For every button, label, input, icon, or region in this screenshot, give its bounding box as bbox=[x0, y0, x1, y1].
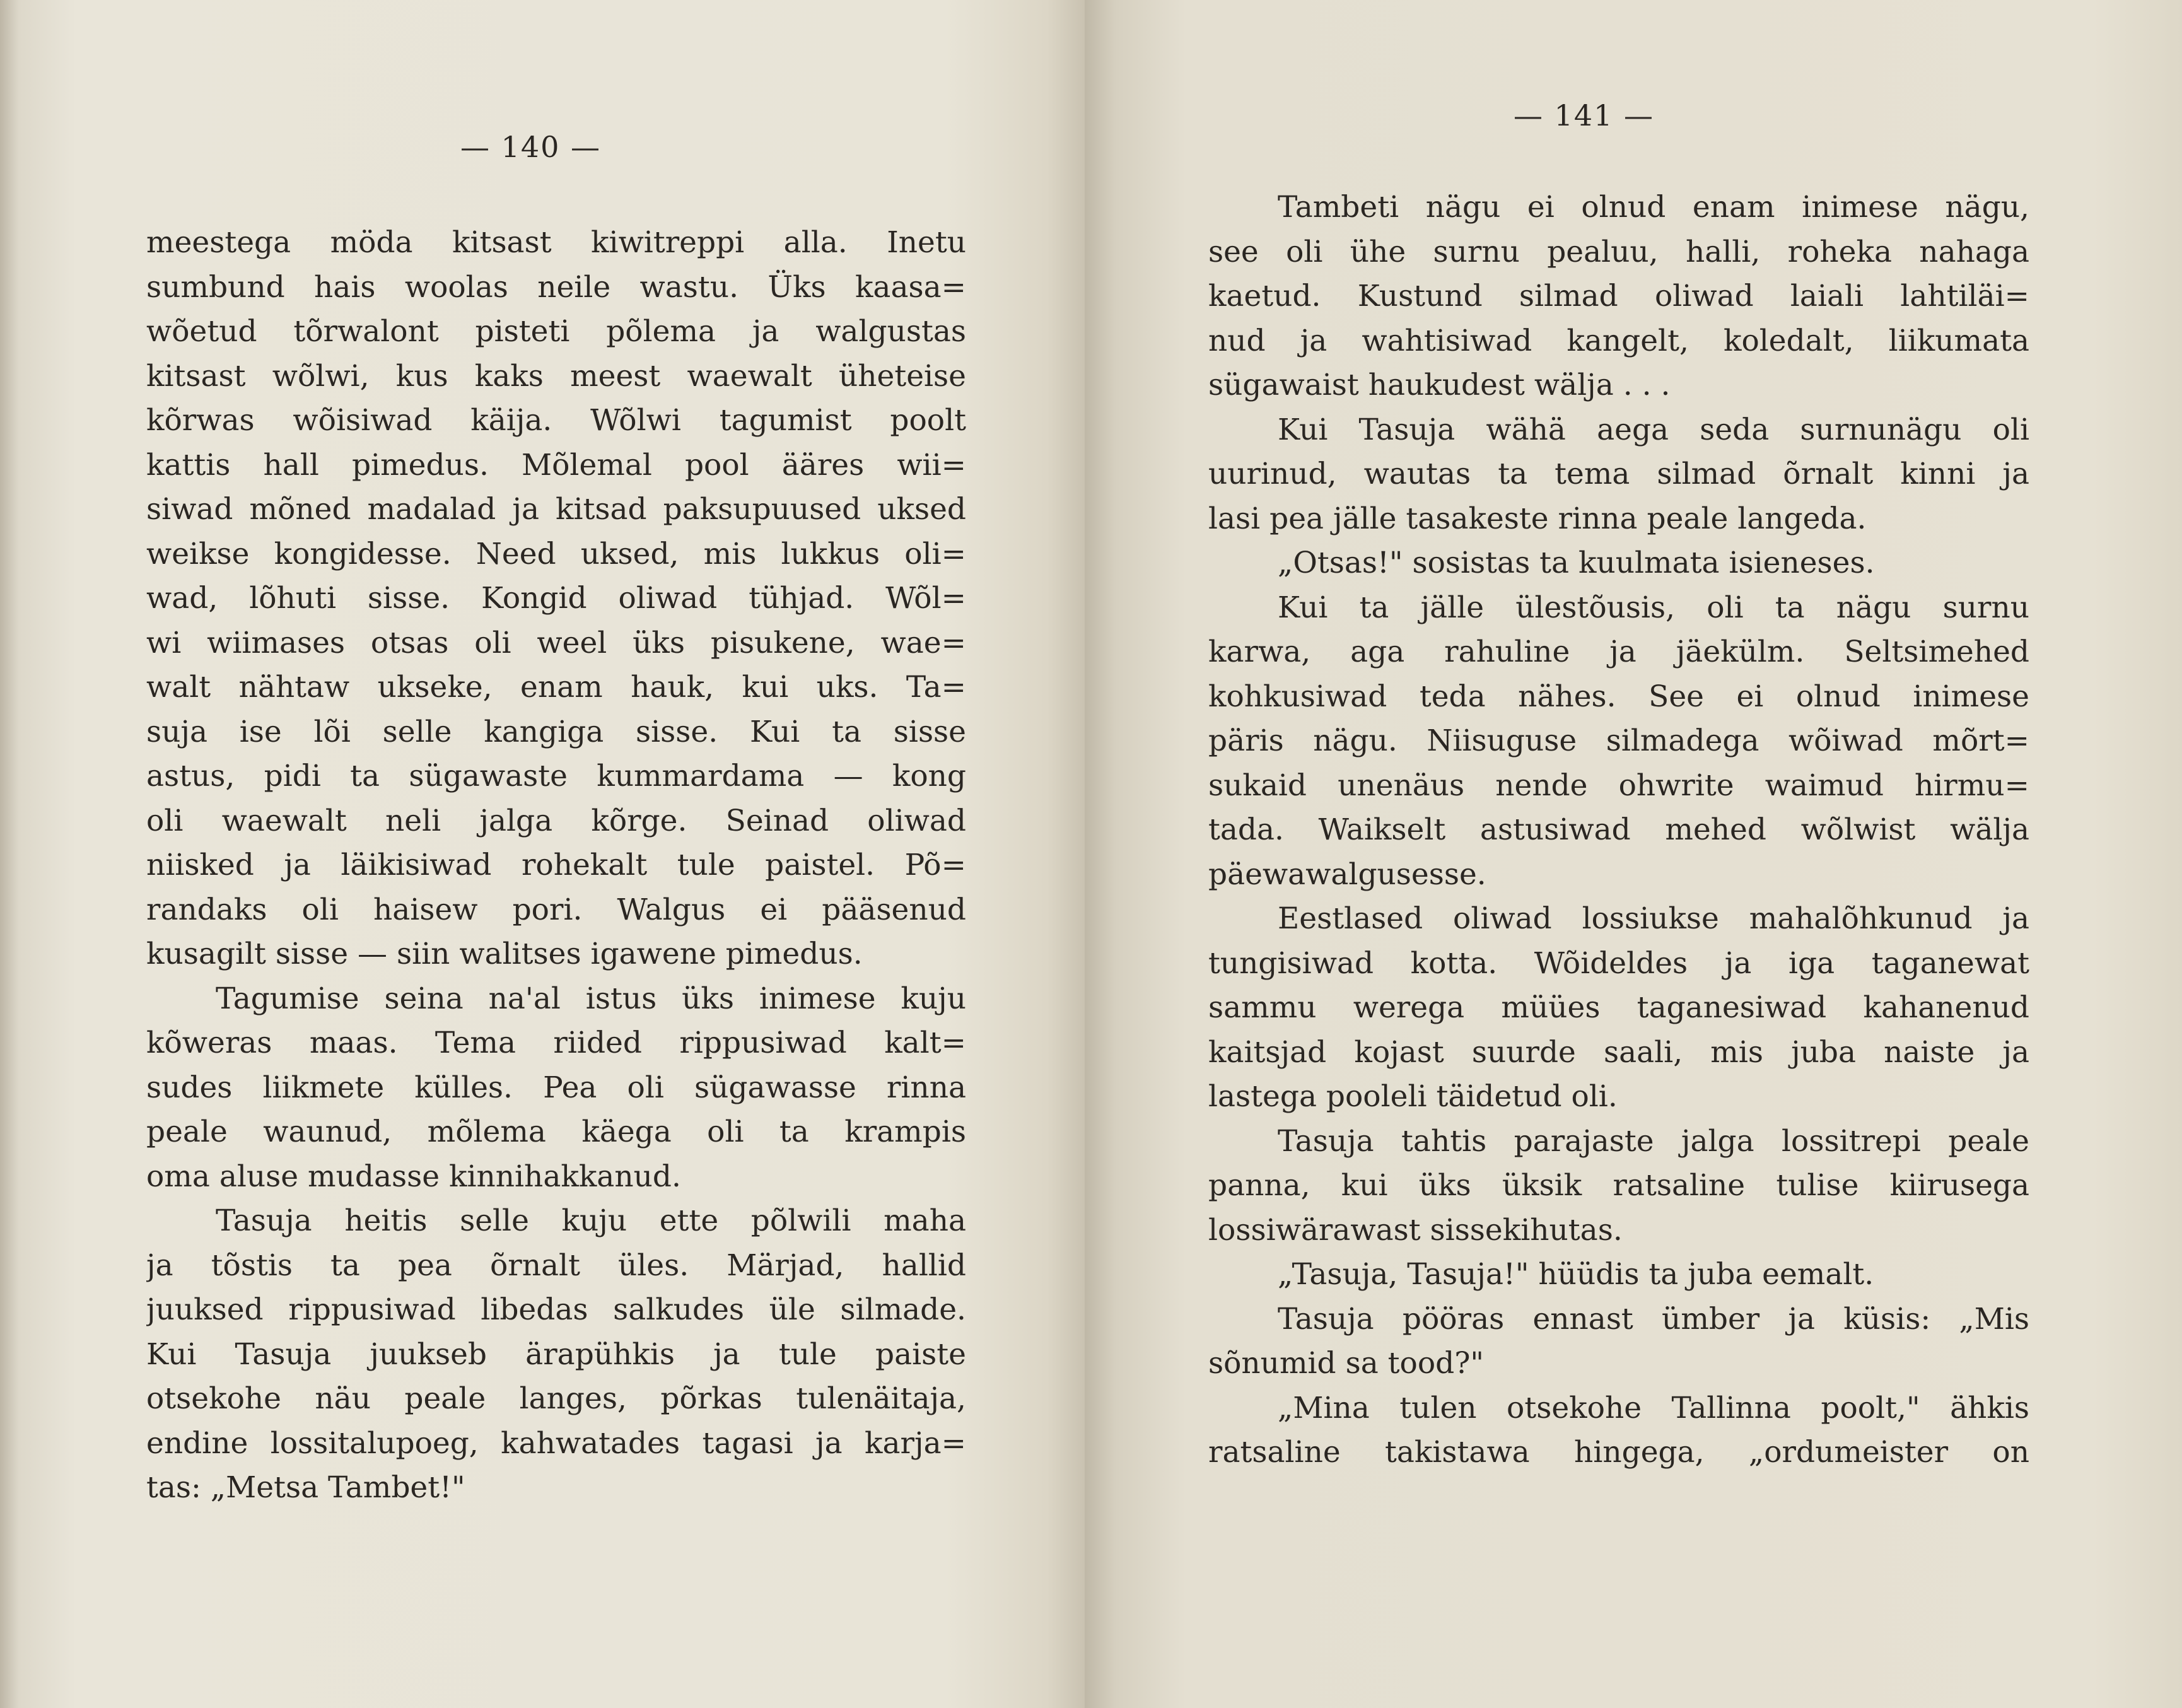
text-line: astus, pidi ta sügawaste kummardama — kong bbox=[146, 759, 966, 793]
text-line: randaks oli haisew pori. Walgus ei pääsenud bbox=[146, 892, 966, 927]
text-line: lasi pea jälle tasakeste rinna peale langeda. bbox=[1208, 501, 1867, 536]
text-line: Tasuja tahtis parajaste jalga lossitrepi peale bbox=[1278, 1123, 2029, 1159]
text-line: tada. Waikselt astusiwad mehed wõlwist wälja bbox=[1208, 812, 2029, 847]
text-line: panna, kui üks üksik ratsaline tulise kiirusega bbox=[1208, 1168, 2029, 1203]
text-line: niisked ja läikisiwad rohekalt tule paistel. Põ= bbox=[146, 848, 966, 882]
text-line: siwad mõned madalad ja kitsad paksupuused uksed bbox=[146, 492, 966, 527]
paragraph bbox=[1208, 1253, 2029, 1297]
text-line: Tasuja heitis selle kuju ette põlwili maha bbox=[216, 1203, 966, 1238]
text-line: sudes liikmete külles. Pea oli sügawasse rinna bbox=[146, 1070, 966, 1105]
text-line: see oli ühe surnu pealuu, halli, roheka nahaga bbox=[1208, 234, 2029, 269]
page-number-left: — 140 — bbox=[460, 130, 602, 164]
text-line: kattis hall pimedus. Mõlemal pool ääres wii= bbox=[146, 447, 966, 483]
text-line: päewawalgusesse. bbox=[1208, 857, 1486, 892]
text-line: Tambeti nägu ei olnud enam inimese nägu, bbox=[1278, 190, 2029, 225]
paragraph bbox=[1208, 1386, 2029, 1475]
text-line: wad, lõhuti sisse. Kongid oliwad tühjad. Wõl= bbox=[146, 581, 966, 616]
text-line: uurinud, wautas ta tema silmad õrnalt kinni ja bbox=[1208, 457, 2029, 491]
text-line: sügawaist haukudest wälja . . . bbox=[1208, 368, 1671, 402]
text-line: tas: „Metsa Tambet!" bbox=[146, 1470, 465, 1505]
paragraph bbox=[1208, 185, 2029, 408]
text-line: Kui Tasuja juukseb ärapühkis ja tule paiste bbox=[146, 1337, 966, 1372]
text-line: kaitsjad kojast suurde saali, mis juba naiste ja bbox=[1208, 1034, 2029, 1070]
text-line: juuksed rippusiwad libedas salkudes üle silmade. bbox=[146, 1292, 966, 1327]
text-line: „Mina tulen otsekohe Tallinna poolt," ähkis bbox=[1278, 1390, 2029, 1425]
text-line: lossiwärawast sissekihutas. bbox=[1208, 1212, 1623, 1248]
text-line: sumbund hais woolas neile wastu. Üks kaasa= bbox=[146, 269, 966, 305]
paragraph bbox=[1208, 586, 2029, 898]
text-line: sukaid unenäus nende ohwrite waimud hirmu= bbox=[1208, 768, 2029, 803]
text-line: meestega möda kitsast kiwitreppi alla. Inetu bbox=[146, 225, 966, 260]
text-line: suja ise lõi selle kangiga sisse. Kui ta sisse bbox=[146, 714, 966, 749]
text-line: peale waunud, mõlema käega oli ta krampis bbox=[146, 1114, 966, 1149]
paragraph bbox=[146, 1199, 966, 1511]
paragraph bbox=[146, 221, 966, 977]
text-line: sõnumid sa tood?" bbox=[1208, 1346, 1485, 1381]
text-line: päris nägu. Niisuguse silmadega wõiwad mõrt= bbox=[1208, 723, 2029, 758]
text-line: oli waewalt neli jalga kõrge. Seinad oliwad bbox=[146, 803, 966, 838]
text-line: kohkusiwad teda nähes. See ei olnud inimese bbox=[1208, 679, 2029, 714]
text-line: kaetud. Kustund silmad oliwad laiali lahtiläi= bbox=[1208, 279, 2029, 313]
text-line: ja tõstis ta pea õrnalt üles. Märjad, hallid bbox=[146, 1248, 966, 1283]
text-line: Tagumise seina na'al istus üks inimese kuju bbox=[216, 981, 966, 1016]
text-line: wõetud tõrwalont pisteti põlema ja walgustas bbox=[146, 314, 966, 349]
paragraph bbox=[1208, 1120, 2029, 1253]
paragraph bbox=[1208, 1297, 2029, 1386]
text-line: lastega pooleli täidetud oli. bbox=[1208, 1079, 1618, 1114]
text-line: kitsast wõlwi, kus kaks meest waewalt üheteise bbox=[146, 358, 966, 394]
text-line: endine lossitalupoeg, kahwatades tagasi ja karja= bbox=[146, 1425, 966, 1461]
text-line: wi wiimases otsas oli weel üks pisukene, wae= bbox=[146, 625, 966, 660]
text-line: „Otsas!" sosistas ta kuulmata isieneses. bbox=[1278, 546, 1875, 580]
text-line: „Tasuja, Tasuja!" hüüdis ta juba eemalt. bbox=[1278, 1257, 1874, 1292]
paragraph bbox=[1208, 897, 2029, 1120]
text-line: weikse kongidesse. Need uksed, mis lukkus oli= bbox=[146, 536, 966, 571]
text-line: tungisiwad kotta. Wõideldes ja iga taganewat bbox=[1208, 945, 2029, 981]
text-line: Kui ta jälle ülestõusis, oli ta nägu surnu bbox=[1278, 590, 2029, 625]
text-line: Tasuja pööras ennast ümber ja küsis: „Mis bbox=[1278, 1301, 2029, 1337]
left-page-text bbox=[146, 221, 966, 1511]
text-line: walt nähtaw ukseke, enam hauk, kui uks. Ta= bbox=[146, 670, 966, 705]
text-line: nud ja wahtisiwad kangelt, koledalt, liikumata bbox=[1208, 323, 2029, 358]
text-line: Eestlased oliwad lossiukse mahalõhkunud ja bbox=[1278, 901, 2029, 936]
text-line: Kui Tasuja wähä aega seda surnunägu oli bbox=[1278, 412, 2029, 447]
text-line: kusagilt sisse — siin walitses igawene pimedus. bbox=[146, 937, 863, 971]
paragraph bbox=[1208, 408, 2029, 542]
paragraph bbox=[1208, 541, 2029, 586]
paragraph bbox=[146, 977, 966, 1200]
text-line: sammu werega müües taganesiwad kahanenud bbox=[1208, 990, 2029, 1025]
page-number-right: — 141 — bbox=[1514, 98, 1655, 132]
text-line: oma aluse mudasse kinnihakkanud. bbox=[146, 1159, 681, 1194]
text-line: ratsaline takistawa hingega, „ordumeister on bbox=[1208, 1435, 2029, 1470]
text-line: kõweras maas. Tema riided rippusiwad kalt= bbox=[146, 1026, 966, 1060]
right-page-text bbox=[1208, 185, 2029, 1475]
text-line: karwa, aga rahuline ja jäekülm. Seltsimehed bbox=[1208, 635, 2029, 669]
text-line: kõrwas wõisiwad käija. Wõlwi tagumist poolt bbox=[146, 403, 966, 438]
text-line: otsekohe näu peale langes, põrkas tulenäitaja, bbox=[146, 1381, 966, 1416]
